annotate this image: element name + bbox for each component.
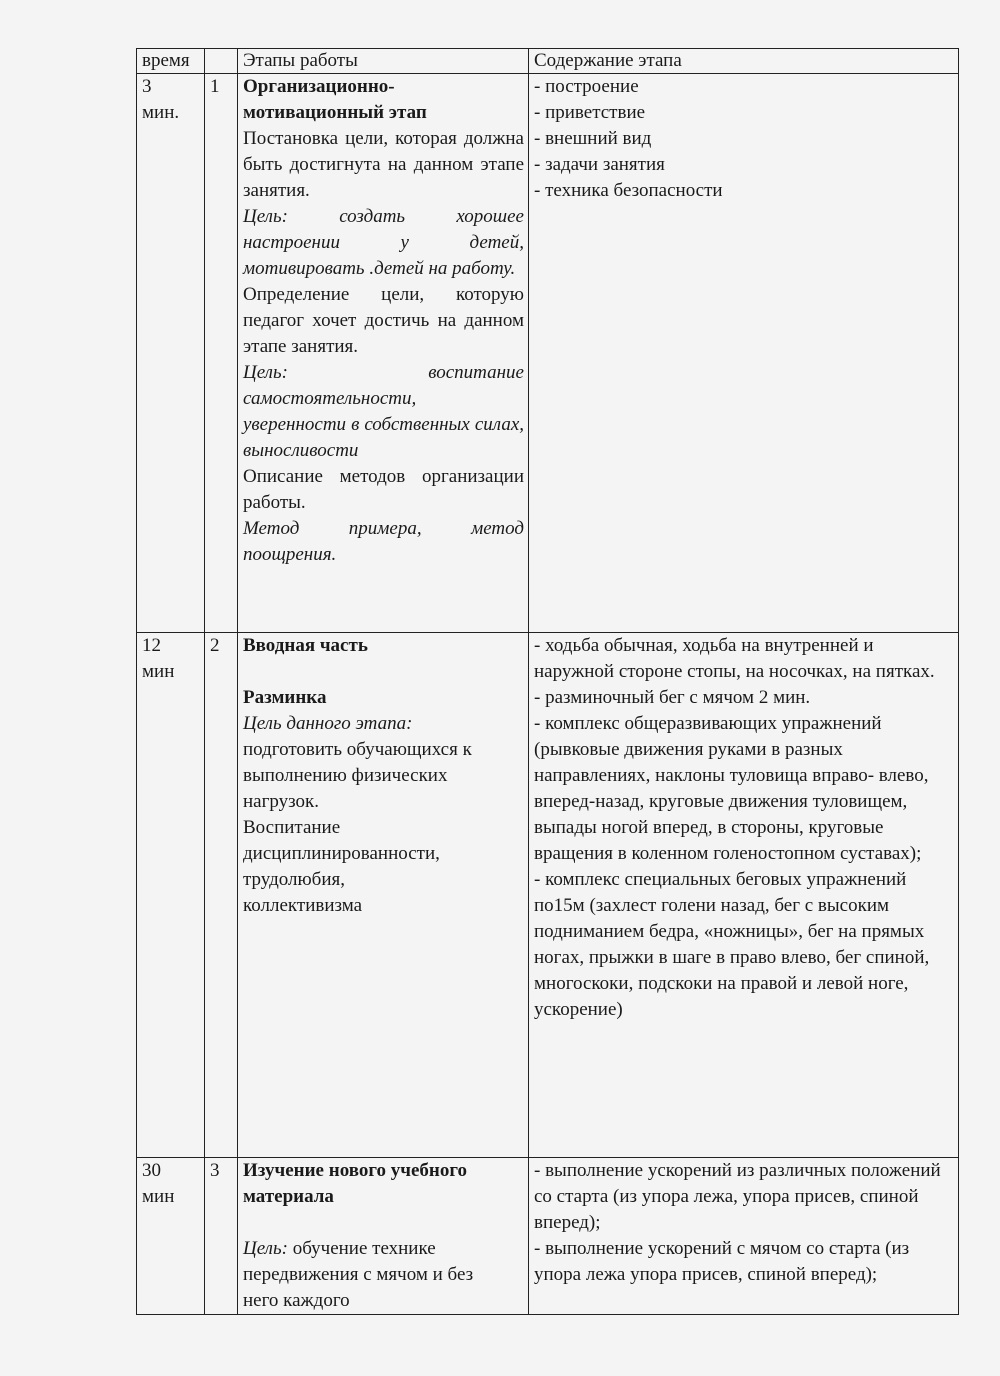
table-row xyxy=(137,633,959,1158)
number-cell: 3 xyxy=(205,1158,238,1315)
stage-goal: Цель: создать хорошее настроении у детей, мотивировать .детей на работу. xyxy=(243,206,524,279)
stage-goal: Цель: воспитание самостоятельности, уверенности в собственных силах, выносливости xyxy=(243,362,524,461)
content-line: - выполнение ускорений из различных положений со старта (из упора лежа, упора присев, спиной вперед); xyxy=(534,1160,941,1233)
content-cell xyxy=(529,1158,959,1315)
content-line: - разминочный бег с мячом 2 мин. xyxy=(534,687,811,708)
content-line: - построение xyxy=(534,76,639,97)
table-row xyxy=(137,74,959,633)
stage-goal-label: Цель данного этапа: xyxy=(243,713,413,734)
header-number xyxy=(205,49,238,74)
lesson-plan-table xyxy=(136,48,959,1315)
header-content: Содержание этапа xyxy=(529,49,959,74)
stage-method: Метод примера, метод поощрения. xyxy=(243,518,524,565)
header-stages: Этапы работы xyxy=(238,49,529,74)
content-cell xyxy=(529,74,959,633)
stage-goal xyxy=(243,1236,524,1314)
stage-title: Изучение нового учебного материала xyxy=(243,1160,468,1207)
time-cell: 30 мин xyxy=(137,1158,205,1315)
content-line: - приветствие xyxy=(534,102,646,123)
table-row xyxy=(137,1158,959,1315)
stage-title: Вводная часть xyxy=(243,635,368,656)
content-line: - ходьба обычная, ходьба на внутренней и наружной стороне стопы, на носочках, на пятках. xyxy=(534,635,935,682)
number-cell: 1 xyxy=(205,74,238,633)
stage-cell xyxy=(238,74,529,633)
content-line: - комплекс общеразвивающих упражнений (рывковые движения руками в разных направлениях, наклоны туловища вправо- влево, вперед-назад, круговые движения туловищем, выпады ногой вперед, в стороны, круговые вращения в коленном голеностопном суставах); xyxy=(534,713,929,864)
header-time: время xyxy=(137,49,205,74)
stage-cell xyxy=(238,633,529,1158)
stage-goal-text: подготовить обучающихся к выполнению физических нагрузок. xyxy=(243,739,472,812)
blank-line xyxy=(243,1210,524,1236)
stage-goal-label: Цель: xyxy=(243,1238,288,1259)
stage-note: Воспитание дисциплинированности, трудолюбия, коллективизма xyxy=(243,817,440,916)
content-line: - комплекс специальных беговых упражнений по15м (захлест голени назад, бег с высоким подниманием бедра, «ножницы», бег на прямых ногах, прыжки в шаге в право влево, бег спиной, многоскоки, подскоки на правой и левой ноге, ускорение) xyxy=(534,869,930,1020)
table-header-row xyxy=(137,49,959,74)
stage-paragraph: Определение цели, которую педагог хочет достичь на данном этапе занятия. xyxy=(243,284,524,357)
content-cell xyxy=(529,633,959,1158)
time-cell: 12 мин xyxy=(137,633,205,1158)
stage-subtitle: Разминка xyxy=(243,687,327,708)
stage-cell xyxy=(238,1158,529,1315)
stage-paragraph: Постановка цели, которая должна быть достигнута на данном этапе занятия. xyxy=(243,128,524,201)
time-cell: 3 мин. xyxy=(137,74,205,633)
content-line: - задачи занятия xyxy=(534,154,665,175)
content-line: - внешний вид xyxy=(534,128,652,149)
stage-title: Организационно-мотивационный этап xyxy=(243,76,427,123)
content-line: - техника безопасности xyxy=(534,180,723,201)
number-cell: 2 xyxy=(205,633,238,1158)
stage-paragraph: Описание методов организации работы. xyxy=(243,466,524,513)
blank-line xyxy=(243,659,524,685)
content-line: - выполнение ускорений с мячом со старта (из упора лежа упора присев, спиной вперед); xyxy=(534,1238,910,1285)
stage-goal-text: обучение технике передвижения с мячом и без него каждого xyxy=(243,1238,474,1311)
